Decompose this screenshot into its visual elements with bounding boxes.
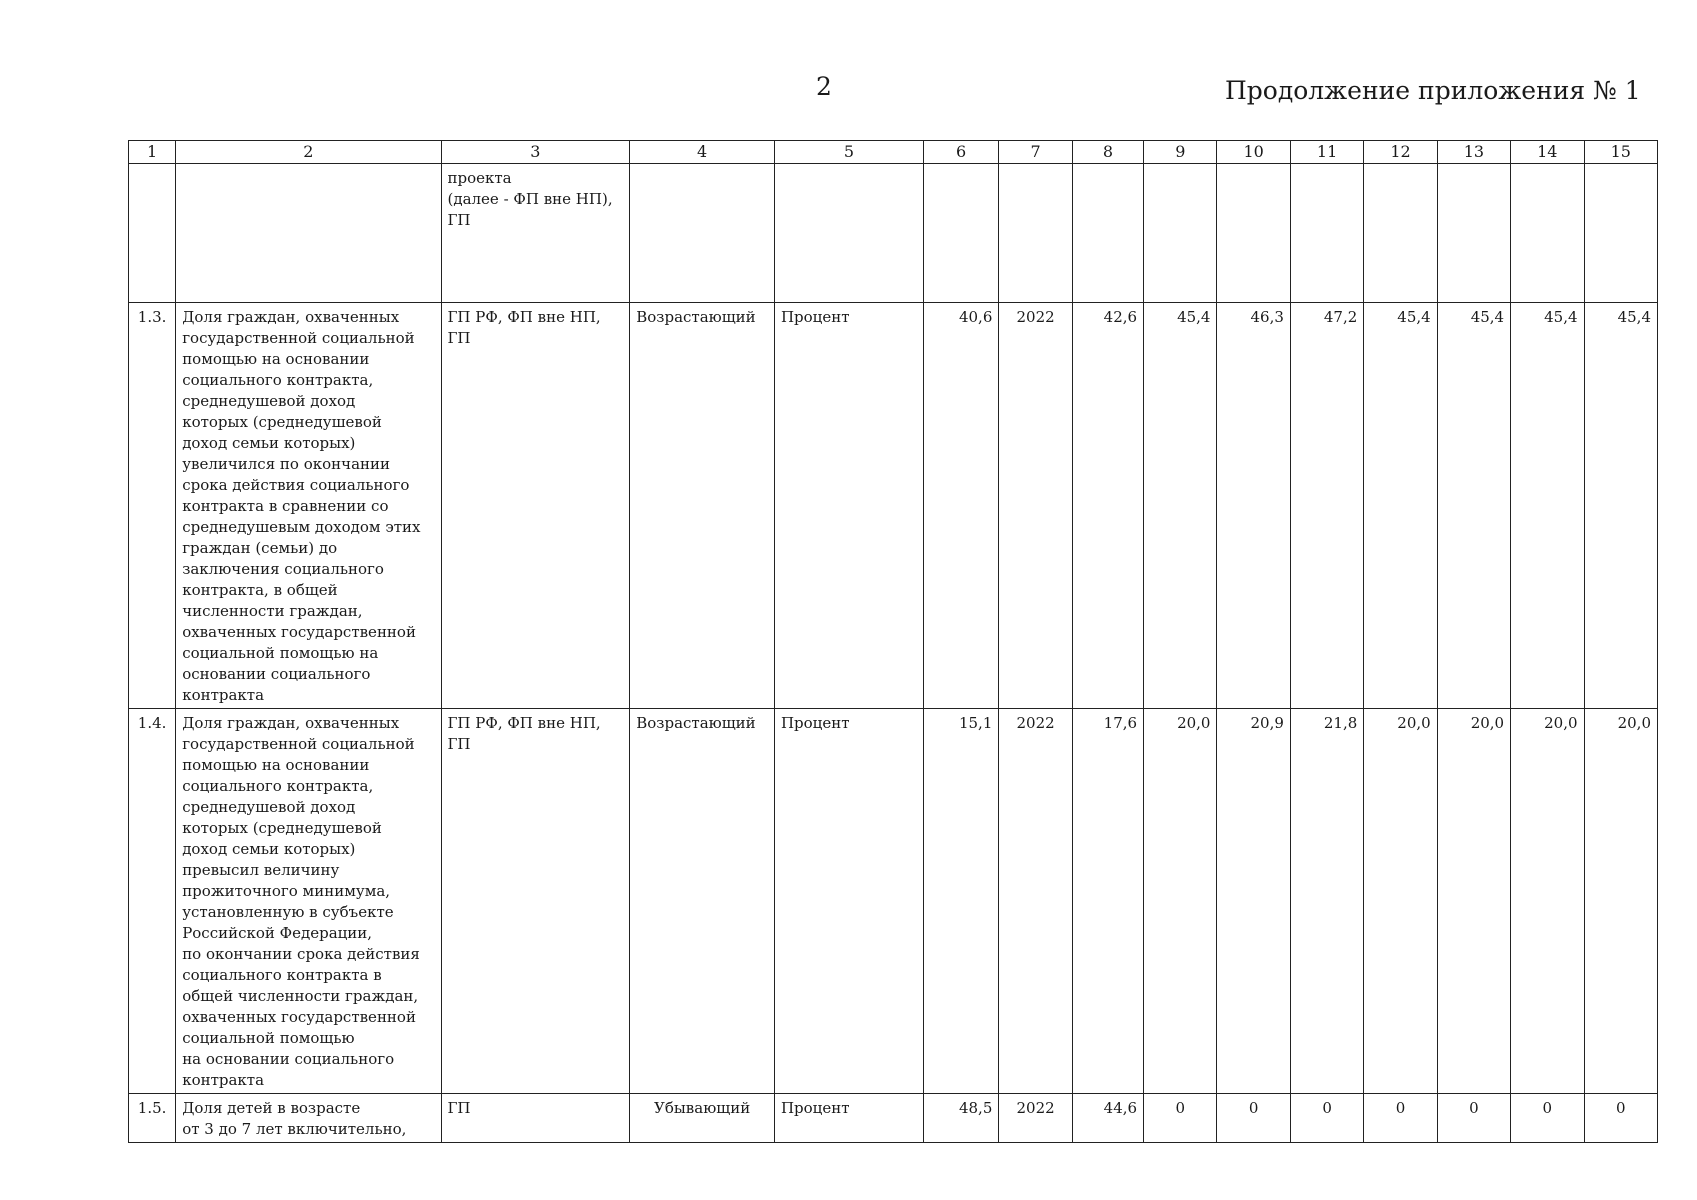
indicator-name: Доля граждан, охваченных государственной социальной помощью на основании социального контракта, среднедушевой доход которых (среднедушевой доход семьи которых) превысил величину прожиточного минимума, установленную в субъекте Российской Федерации, по окончании срока действия социального контракта в общей численности граждан, охваченных государственной социальной помощью на основании социального контракта	[176, 709, 441, 1094]
value-cell	[923, 164, 999, 303]
value-cell: 0	[1290, 1094, 1363, 1143]
indicator-source: ГП РФ, ФП вне НП, ГП	[441, 709, 630, 1094]
column-header: 1	[129, 141, 176, 164]
value-cell: 44,6	[1072, 1094, 1143, 1143]
value-cell: 0	[1364, 1094, 1437, 1143]
value-cell: 20,0	[1437, 709, 1510, 1094]
appendix-continuation-label: Продолжение приложения № 1	[1225, 76, 1641, 105]
value-cell: 15,1	[923, 709, 999, 1094]
indicators-table	[128, 140, 1658, 1143]
value-cell: 47,2	[1290, 303, 1363, 709]
table-row-1-4	[129, 709, 1658, 1094]
column-header: 15	[1584, 141, 1657, 164]
row-number: 1.5.	[129, 1094, 176, 1143]
column-header: 7	[999, 141, 1072, 164]
value-cell: 20,0	[1364, 709, 1437, 1094]
value-cell: 20,0	[1584, 709, 1657, 1094]
indicator-source: проекта (далее - ФП вне НП), ГП	[441, 164, 630, 303]
indicator-name: Доля граждан, охваченных государственной социальной помощью на основании социального контракта, среднедушевой доход которых (среднедушевой доход семьи которых) увеличился по окончании срока действия социального контракта в сравнении со среднедушевым доходом этих граждан (семьи) до заключения социального контракта, в общей численности граждан, охваченных государственной социальной помощью на основании социального контракта	[176, 303, 441, 709]
value-cell: 0	[1144, 1094, 1217, 1143]
column-header: 11	[1290, 141, 1363, 164]
indicator-name	[176, 164, 441, 303]
column-header: 10	[1217, 141, 1290, 164]
value-cell: 2022	[999, 709, 1072, 1094]
value-cell	[1364, 164, 1437, 303]
table-row-1-3	[129, 303, 1658, 709]
column-header: 8	[1072, 141, 1143, 164]
value-cell: 45,4	[1584, 303, 1657, 709]
value-cell: 0	[1584, 1094, 1657, 1143]
indicator-trend: Возрастающий	[630, 709, 775, 1094]
value-cell: 21,8	[1290, 709, 1363, 1094]
value-cell	[1144, 164, 1217, 303]
indicator-trend: Возрастающий	[630, 303, 775, 709]
value-cell	[1072, 164, 1143, 303]
column-header: 12	[1364, 141, 1437, 164]
page-number: 2	[816, 72, 832, 101]
value-cell	[1437, 164, 1510, 303]
table-row-1-5	[129, 1094, 1658, 1143]
value-cell: 45,4	[1437, 303, 1510, 709]
value-cell	[999, 164, 1072, 303]
value-cell: 17,6	[1072, 709, 1143, 1094]
value-cell: 40,6	[923, 303, 999, 709]
value-cell: 0	[1511, 1094, 1584, 1143]
row-number	[129, 164, 176, 303]
value-cell: 46,3	[1217, 303, 1290, 709]
value-cell	[1290, 164, 1363, 303]
table-row-continuation	[129, 164, 1658, 303]
indicator-trend	[630, 164, 775, 303]
indicator-unit: Процент	[774, 303, 923, 709]
value-cell	[1511, 164, 1584, 303]
value-cell: 48,5	[923, 1094, 999, 1143]
value-cell: 20,0	[1511, 709, 1584, 1094]
indicator-unit	[774, 164, 923, 303]
value-cell	[1217, 164, 1290, 303]
column-header: 6	[923, 141, 999, 164]
value-cell: 2022	[999, 303, 1072, 709]
column-header: 13	[1437, 141, 1510, 164]
indicator-source: ГП	[441, 1094, 630, 1143]
indicator-trend: Убывающий	[630, 1094, 775, 1143]
indicator-source: ГП РФ, ФП вне НП, ГП	[441, 303, 630, 709]
value-cell: 45,4	[1364, 303, 1437, 709]
value-cell: 0	[1217, 1094, 1290, 1143]
row-number: 1.3.	[129, 303, 176, 709]
row-number: 1.4.	[129, 709, 176, 1094]
indicator-unit: Процент	[774, 1094, 923, 1143]
value-cell: 20,0	[1144, 709, 1217, 1094]
indicator-name: Доля детей в возрасте от 3 до 7 лет включительно,	[176, 1094, 441, 1143]
value-cell: 2022	[999, 1094, 1072, 1143]
value-cell: 42,6	[1072, 303, 1143, 709]
indicator-unit: Процент	[774, 709, 923, 1094]
column-header: 3	[441, 141, 630, 164]
column-header: 4	[630, 141, 775, 164]
column-header: 14	[1511, 141, 1584, 164]
column-header: 9	[1144, 141, 1217, 164]
value-cell: 45,4	[1144, 303, 1217, 709]
column-header: 5	[774, 141, 923, 164]
value-cell	[1584, 164, 1657, 303]
value-cell: 20,9	[1217, 709, 1290, 1094]
column-number-header-row	[129, 141, 1658, 164]
value-cell: 0	[1437, 1094, 1510, 1143]
value-cell: 45,4	[1511, 303, 1584, 709]
column-header: 2	[176, 141, 441, 164]
